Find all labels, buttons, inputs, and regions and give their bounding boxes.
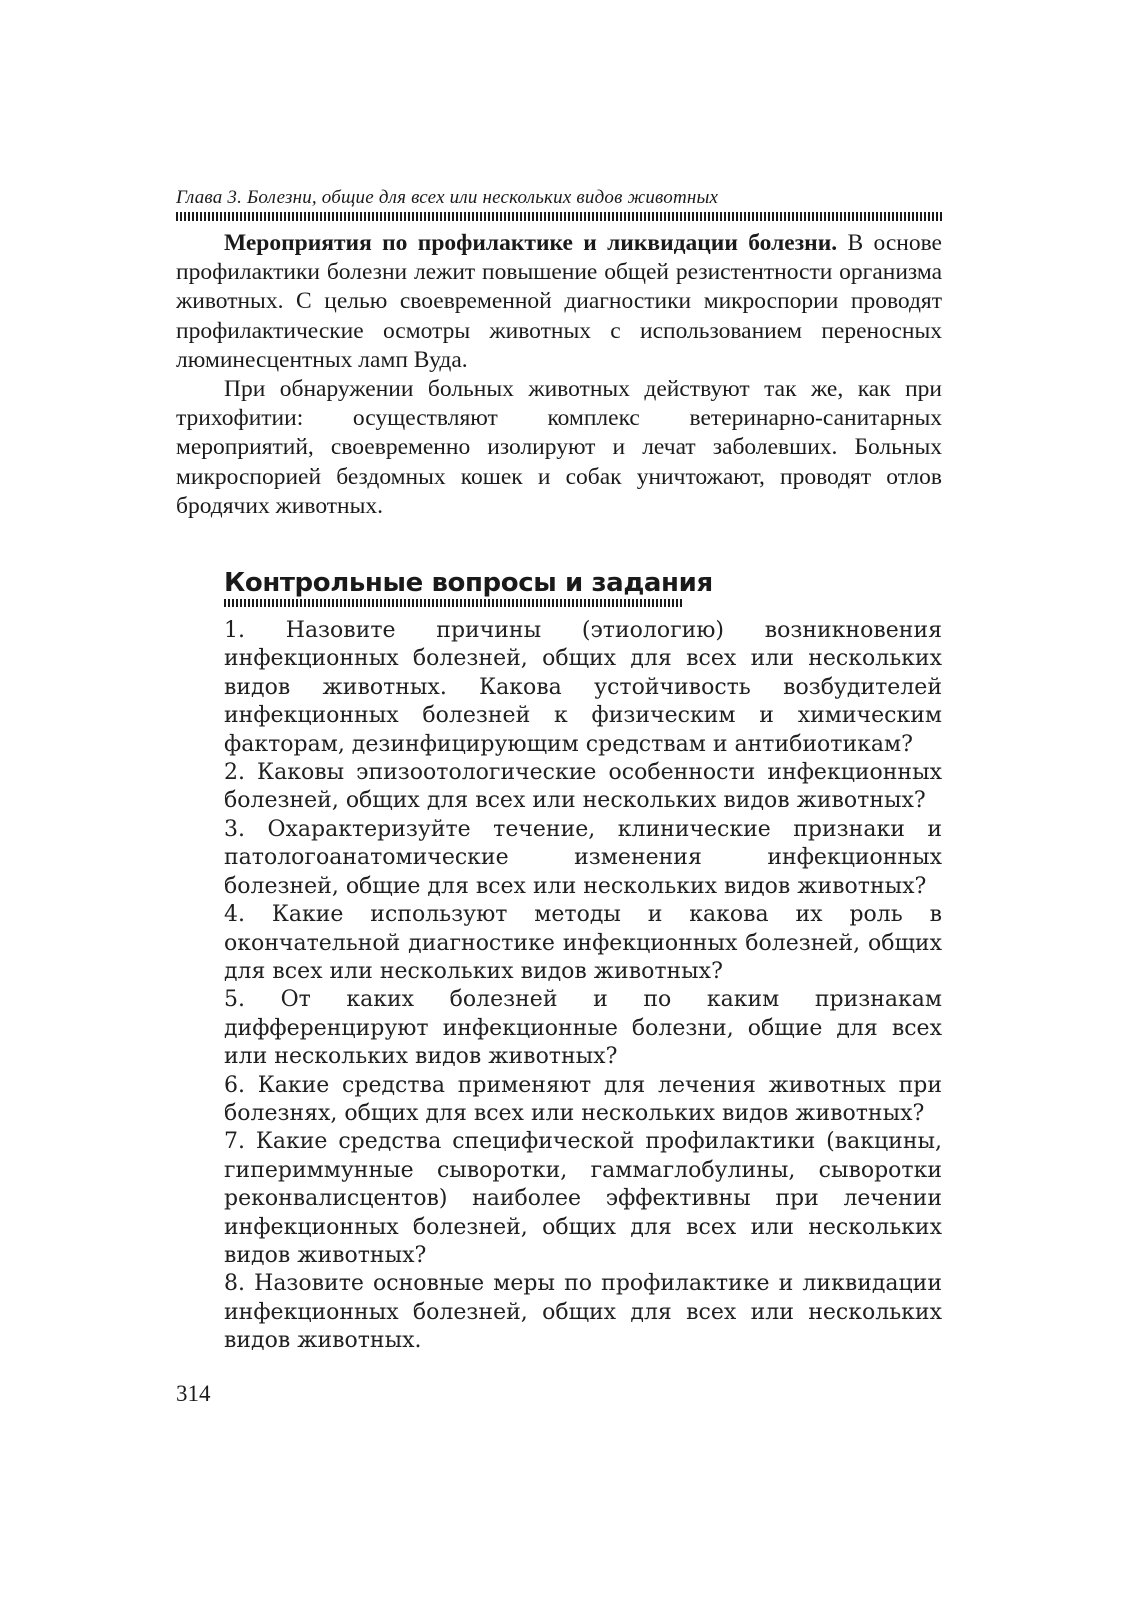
question-item: 8. Назовите основные меры по профилактике и ликвидации инфекционных болезней, общих для всех или нескольких видов животных. bbox=[224, 1271, 942, 1354]
paragraph-text: При обнаружении больных животных действуют так же, как при трихофитии: осуществляют комплекс ветеринарно-санитарных мероприятий, своевременно изолируют и лечат заболевших. Больных микроспорией бездомных кошек и собак уничтожают, проводят отлов бродячих животных. bbox=[176, 376, 942, 519]
questions-list bbox=[224, 617, 942, 1356]
question-item: 1. Назовите причины (этиологию) возникновения инфекционных болезней, общих для всех или нескольких видов животных. Какова устойчивость возбудителей инфекционных болезней к физическим и химическим факторам, дезинфицирующим средствам и антибиотикам? bbox=[224, 618, 942, 757]
running-head: Глава 3. Болезни, общие для всех или нескольких видов животных bbox=[176, 187, 719, 208]
paragraph-prevention bbox=[176, 229, 942, 375]
question-item: 3. Охарактеризуйте течение, клинические признаки и патологоанатомические изменения инфекционных болезней, общие для всех или нескольких видов животных? bbox=[224, 816, 942, 899]
page-content bbox=[176, 186, 942, 1356]
section-title: Контрольные вопросы и задания bbox=[224, 568, 713, 599]
page-number: 314 bbox=[176, 1381, 211, 1406]
paragraph-measures bbox=[176, 375, 942, 521]
questions-section bbox=[176, 567, 942, 1356]
body-text bbox=[176, 229, 942, 521]
question-item: 5. От каких болезней и по каким признакам дифференцируют инфекционные болезни, общие для всех или нескольких видов животных? bbox=[224, 987, 942, 1070]
section-title-rule bbox=[224, 599, 682, 607]
paragraph-text: В основе профилактики болезни лежит повышение общей резистентности организма животных. С целью своевременной диагностики микроспории проводят профилактические осмотры животных с использованием переносных люминесцентных ламп Вуда. bbox=[176, 230, 942, 373]
question-item: 6. Какие средства применяют для лечения животных при болезнях, общих для всех или нескольких видов животных? bbox=[224, 1072, 942, 1126]
question-item: 4. Какие используют методы и какова их роль в окончательной диагностике инфекционных болезней, общих для всех или нескольких видов животных? bbox=[224, 902, 942, 984]
question-item: 7. Какие средства специфической профилактики (вакцины, гипериммунные сыворотки, гаммаглобулины, сыворотки реконвалисцентов) наиболее эффективны при лечении инфекционных болезней, общих для всех или нескольких видов животных? bbox=[224, 1129, 942, 1268]
paragraph-bold-lead: Мероприятия по профилактике и ликвидации болезни. bbox=[224, 230, 838, 256]
header-rule bbox=[176, 212, 942, 221]
question-item: 2. Каковы эпизоотологические особенности инфекционных болезней, общих для всех или нескольких видов животных? bbox=[224, 760, 942, 814]
